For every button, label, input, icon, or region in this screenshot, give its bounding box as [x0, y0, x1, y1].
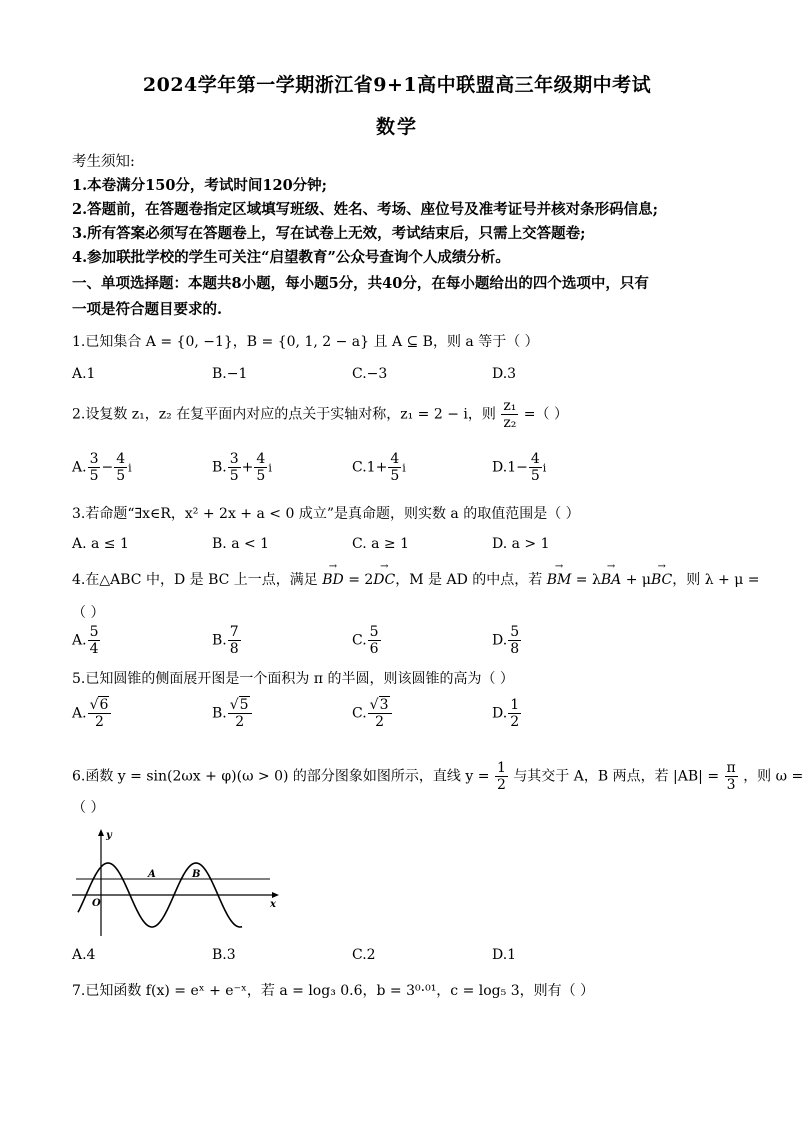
q4-opt-frac: [508, 624, 521, 657]
q2-frac-den: z₂: [503, 415, 517, 432]
q4-opt-frac: [368, 624, 381, 657]
q2-opt-frac1-den: 5: [390, 468, 400, 485]
q5-option-b: [212, 697, 253, 730]
question-4-paren: （ ）: [72, 605, 105, 621]
q2-opt-pre: 1+: [366, 459, 388, 476]
q1-option-a: A.1: [72, 366, 96, 382]
q2-opt-frac1: [228, 451, 241, 484]
q6-half-frac: [495, 760, 508, 793]
q2-opt-label: C.: [352, 459, 367, 476]
question-6: [72, 760, 803, 793]
q1-option-b: B.−1: [212, 366, 248, 382]
question-7: 7.已知函数 f(x) = eˣ + e⁻ˣ，若 a = log₃ 0.6，b = 3⁰·⁰¹，c = log₅ 3，则有（ ）: [72, 983, 595, 999]
q4-opt-label: D.: [492, 632, 508, 649]
q2-opt-post: i: [268, 461, 272, 475]
q5-opt-label: D.: [492, 705, 508, 722]
q6-pi-den: 3: [726, 777, 736, 794]
q4-option-d: [492, 624, 522, 657]
q5-opt-frac-num: 1: [510, 697, 520, 713]
x-axis-arrow: [272, 892, 279, 898]
q4-option-b: [212, 624, 242, 657]
q4-opt-frac-num: 7: [229, 624, 239, 640]
q2-prefix: 2.设复数 z₁，z₂ 在复平面内对应的点关于实轴对称，z₁ = 2 − i，则: [72, 406, 496, 423]
notice-item-4: 4.参加联批学校的学生可关注“启望教育”公众号查询个人成绩分析。: [72, 249, 510, 266]
q6-text-a: 6.函数 y = sin(2ωx + φ)(ω > 0) 的部分图象如图所示，直线 y =: [72, 768, 490, 785]
question-4: [72, 569, 760, 589]
question-5: 5.已知圆锥的侧面展开图是一个面积为 π 的半圆，则该圆锥的高为（ ）: [72, 671, 514, 687]
q5-opt-frac-den: 2: [510, 714, 520, 731]
q2-suffix: =（ ）: [523, 406, 568, 423]
sine-graph-figure: [72, 826, 282, 938]
q2-opt-frac1-den: 5: [229, 468, 239, 485]
q6-option-b: B.3: [212, 947, 236, 963]
q4-opt-frac-num: 5: [89, 624, 99, 640]
q5-opt-frac-radical: √: [369, 697, 379, 713]
q2-opt-post: i: [542, 461, 547, 475]
q3-option-a: A. a ≤ 1: [72, 536, 129, 552]
question-1: 1.已知集合 A = {0, −1}，B = {0, 1, 2 − a} 且 A ⊆ B，则 a 等于（ ）: [72, 334, 539, 350]
q4-opt-label: C.: [352, 632, 367, 649]
q2-opt-frac2-den: 5: [256, 468, 266, 485]
page-title: 2024学年第一学期浙江省9+1高中联盟高三年级期中考试: [142, 74, 652, 96]
q2-opt-label: B.: [212, 459, 227, 476]
q2-opt-frac2-num: 4: [256, 451, 266, 467]
q5-opt-frac: [88, 697, 112, 730]
q5-opt-label: B.: [212, 705, 227, 722]
question-2: [72, 398, 568, 431]
q2-opt-frac1: [88, 451, 101, 484]
q5-opt-frac-radicand: 5: [239, 697, 249, 713]
q2-opt-mid: +: [241, 459, 254, 476]
q6-half-den: 2: [496, 777, 506, 794]
q2-opt-frac1: [529, 451, 542, 484]
q4-text-b: ，M 是 AD 的中点，若: [395, 572, 547, 588]
q2-opt-frac2: [254, 451, 267, 484]
q2-opt-frac1-num: 4: [530, 451, 540, 467]
q6-pi-num: π: [726, 760, 736, 776]
q2-opt-frac1: [388, 451, 401, 484]
q2-opt-frac2: [114, 451, 127, 484]
q5-opt-frac-num: [368, 697, 392, 714]
q3-option-d: D. a > 1: [492, 536, 550, 552]
q5-opt-frac-radicand: 6: [99, 697, 109, 713]
x-axis-label: x: [270, 899, 276, 910]
q6-half-num: 1: [496, 760, 506, 776]
q2-option-c: [352, 451, 406, 484]
q5-opt-frac-den: 2: [235, 714, 245, 731]
q5-opt-frac-radicand: 3: [379, 697, 389, 713]
section-heading-line2: 一项是符合题目要求的.: [72, 301, 223, 318]
q2-opt-pre: 1−: [507, 459, 528, 476]
q4-opt-frac-num: 5: [369, 624, 379, 640]
q2-opt-frac2-den: 5: [116, 468, 126, 485]
q6-text-b: 与其交于 A，B 两点，若 |AB| =: [513, 768, 720, 785]
q5-opt-frac-radical: √: [89, 697, 99, 713]
point-b-label: B: [192, 869, 201, 880]
q4-opt-frac-den: 8: [229, 641, 239, 658]
q5-opt-label: A.: [72, 705, 87, 722]
q5-opt-frac-den: 2: [95, 714, 104, 731]
q5-opt-label: C.: [352, 705, 367, 722]
q4-eq2: = λ: [571, 572, 601, 588]
q5-option-c: [352, 697, 393, 730]
q4-opt-frac-den: 6: [369, 641, 379, 658]
q4-opt-label: B.: [212, 632, 227, 649]
q2-opt-post: i: [128, 461, 132, 475]
q2-opt-frac2-num: 4: [116, 451, 126, 467]
q5-opt-frac: [228, 697, 252, 730]
q2-opt-label: A.: [72, 459, 87, 476]
q2-opt-frac1-den: 5: [530, 468, 540, 485]
q6-option-c: C.2: [352, 947, 376, 963]
q4-text-c: ，则 λ + μ =: [672, 572, 760, 588]
notice-item-1: 1.本卷满分150分，考试时间120分钟;: [72, 177, 328, 194]
q2-option-b: [212, 451, 272, 484]
q3-option-c: C. a ≥ 1: [352, 536, 409, 552]
q4-opt-label: A.: [72, 632, 87, 649]
q2-opt-frac1-num: 4: [390, 451, 400, 467]
q4-opt-frac: [88, 624, 101, 657]
q4-opt-frac-num: 5: [510, 624, 520, 640]
y-axis-label: y: [106, 830, 112, 841]
q5-option-a: [72, 697, 112, 730]
q2-option-a: [72, 451, 132, 484]
q2-frac-num: z₁: [503, 398, 517, 414]
q2-opt-label: D.: [492, 459, 508, 476]
q6-option-a: A.4: [72, 947, 96, 963]
notice-item-3: 3.所有答案必须写在答题卷上，写在试卷上无效，考试结束后，只需上交答题卷;: [72, 225, 586, 242]
q4-opt-frac: [228, 624, 241, 657]
vector-bc: → BC: [651, 572, 672, 588]
q4-opt-frac-den: 4: [89, 641, 99, 658]
q4-eq1: = 2: [343, 572, 374, 588]
y-axis-arrow: [98, 829, 104, 836]
q4-plus: + μ: [621, 572, 651, 588]
q6-text-c: ，则 ω =: [743, 768, 803, 785]
q4-option-a: [72, 624, 101, 657]
q3-option-b: B. a < 1: [212, 536, 270, 552]
q1-option-c: C.−3: [352, 366, 388, 382]
vector-dc: → DC: [373, 572, 395, 588]
q4-opt-frac-den: 8: [510, 641, 520, 658]
q5-opt-frac-radical: √: [229, 697, 239, 713]
vector-bd: → BD: [322, 572, 344, 588]
question-3: 3.若命题“∃x∈R，x² + 2x + a < 0 成立”是真命题，则实数 a 的取值范围是（ ）: [72, 506, 580, 522]
q5-opt-frac-den: 2: [375, 714, 385, 731]
notice-heading: 考生须知:: [72, 154, 135, 170]
origin-label: O: [92, 898, 101, 909]
section-heading-line1: 一、单项选择题：本题共8小题，每小题5分，共40分，在每小题给出的四个选项中，只有: [72, 275, 649, 292]
subject-title: 数学: [375, 116, 418, 138]
point-a-label: A: [148, 869, 156, 880]
q6-pi-frac: [725, 760, 738, 793]
question-6-paren: （ ）: [72, 800, 105, 816]
vector-ba: → BA: [601, 572, 621, 588]
vector-bm: → BM: [547, 572, 572, 588]
q2-opt-frac1-num: 3: [229, 451, 239, 467]
q4-text-a: 4.在△ABC 中，D 是 BC 上一点，满足: [72, 572, 323, 588]
q2-opt-mid: −: [101, 459, 114, 476]
q6-option-d: D.1: [492, 947, 517, 963]
q5-option-d: [492, 697, 522, 730]
q2-option-d: [492, 451, 546, 484]
q2-opt-frac1-den: 5: [89, 468, 99, 485]
q2-fraction: [501, 398, 518, 431]
q4-option-c: [352, 624, 382, 657]
q5-opt-frac: [508, 697, 521, 730]
q5-opt-frac-num: [228, 697, 252, 714]
notice-item-2: 2.答题前，在答题卷指定区域填写班级、姓名、考场、座位号及准考证号并核对条形码信息;: [72, 201, 658, 218]
q1-option-d: D.3: [492, 366, 517, 382]
q5-opt-frac-num: [88, 697, 112, 714]
q2-opt-frac1-num: 3: [89, 451, 99, 467]
q2-opt-post: i: [402, 461, 406, 475]
q5-opt-frac: [368, 697, 392, 730]
